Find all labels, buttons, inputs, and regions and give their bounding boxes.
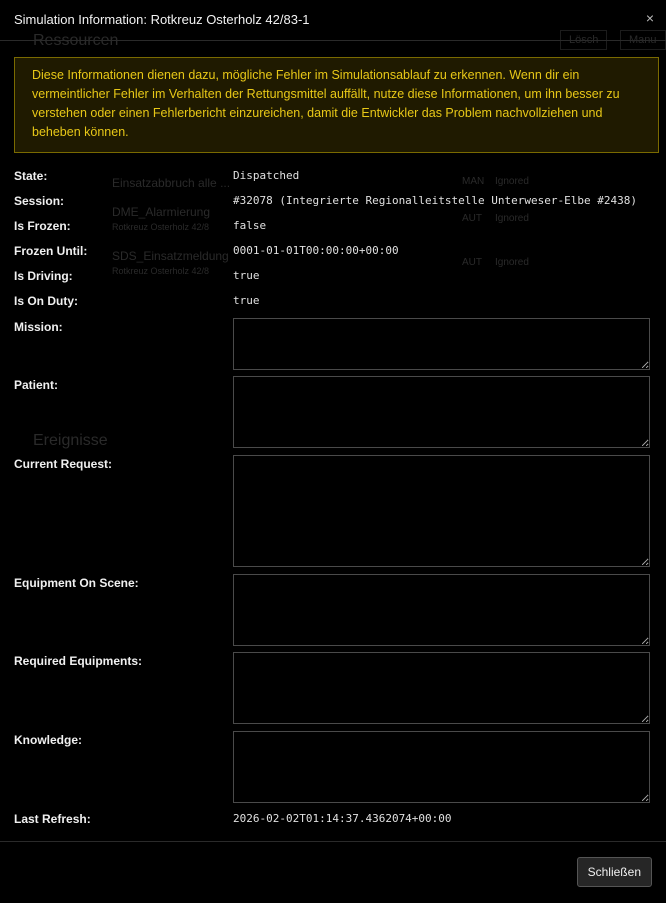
bg-heading-events: Ereignisse: [33, 432, 108, 449]
close-icon[interactable]: ×: [645, 10, 654, 26]
bg-manual-button: Manu: [620, 30, 666, 50]
field-label: Session:: [14, 194, 65, 208]
field-value: 2026-02-02T01:14:37.4362074+00:00: [233, 812, 452, 825]
mission-textarea[interactable]: [233, 318, 650, 370]
bg-task-name: SDS_Einsatzmeldung: [112, 249, 229, 263]
bg-task-sub: Rotkreuz Osterholz 42/8: [112, 266, 210, 276]
bg-task-mode: AUT: [462, 213, 482, 224]
bg-delete-button: Lösch: [560, 30, 607, 50]
bg-task-state: Ignored: [495, 257, 529, 268]
field-label: Equipment On Scene:: [14, 576, 139, 590]
field-label: Patient:: [14, 378, 59, 392]
bg-task-mode: AUT: [462, 257, 482, 268]
current-request-textarea[interactable]: [233, 455, 650, 567]
field-label: Frozen Until:: [14, 244, 88, 258]
field-label: State:: [14, 169, 48, 183]
bg-task-name: DME_Alarmierung: [112, 205, 211, 219]
bg-task-sub: Rotkreuz Osterholz 42/8: [112, 222, 210, 232]
bg-task-state: Ignored: [495, 176, 529, 187]
close-button[interactable]: Schließen: [577, 857, 652, 887]
field-value: Dispatched: [233, 169, 300, 182]
field-label: Knowledge:: [14, 733, 82, 747]
modal-footer: [0, 841, 666, 903]
field-label: Required Equipments:: [14, 654, 143, 668]
equipment-on-scene-textarea[interactable]: [233, 574, 650, 646]
field-label: Current Request:: [14, 457, 113, 471]
bg-task-name: Einsatzabbruch alle ...: [112, 176, 231, 190]
field-value: 0001-01-01T00:00:00+00:00: [233, 244, 399, 257]
field-label: Last Refresh:: [14, 812, 91, 826]
info-notice: Diese Informationen dienen dazu, mögliche Fehler im Simulationsablauf zu erkennen. Wenn dir ein vermeintlicher Fehler im Verhalten der Rettungsmittel auffällt, nutze diese Informationen, um ihn besser zu verstehen oder einen Fehlerbericht einzureichen, damit die Entwickler das Problem nachvollziehen und beheben können.: [14, 57, 659, 153]
field-value: true: [233, 294, 260, 307]
bg-heading-resources: Ressourcen: [33, 32, 119, 49]
modal-header: [0, 0, 666, 41]
field-value: true: [233, 269, 260, 282]
bg-task-mode: MAN: [462, 176, 485, 187]
required-equipments-textarea[interactable]: [233, 652, 650, 724]
field-label: Is Driving:: [14, 269, 73, 283]
field-value: #32078 (Integrierte Regionalleitstelle Unterweser-Elbe #2438): [233, 194, 637, 207]
modal-title: Simulation Information: Rotkreuz Osterholz 42/83-1: [14, 12, 310, 27]
field-label: Mission:: [14, 320, 63, 334]
patient-textarea[interactable]: [233, 376, 650, 448]
field-label: Is On Duty:: [14, 294, 79, 308]
bg-task-state: Ignored: [495, 213, 529, 224]
field-label: Is Frozen:: [14, 219, 71, 233]
knowledge-textarea[interactable]: [233, 731, 650, 803]
field-value: false: [233, 219, 267, 232]
